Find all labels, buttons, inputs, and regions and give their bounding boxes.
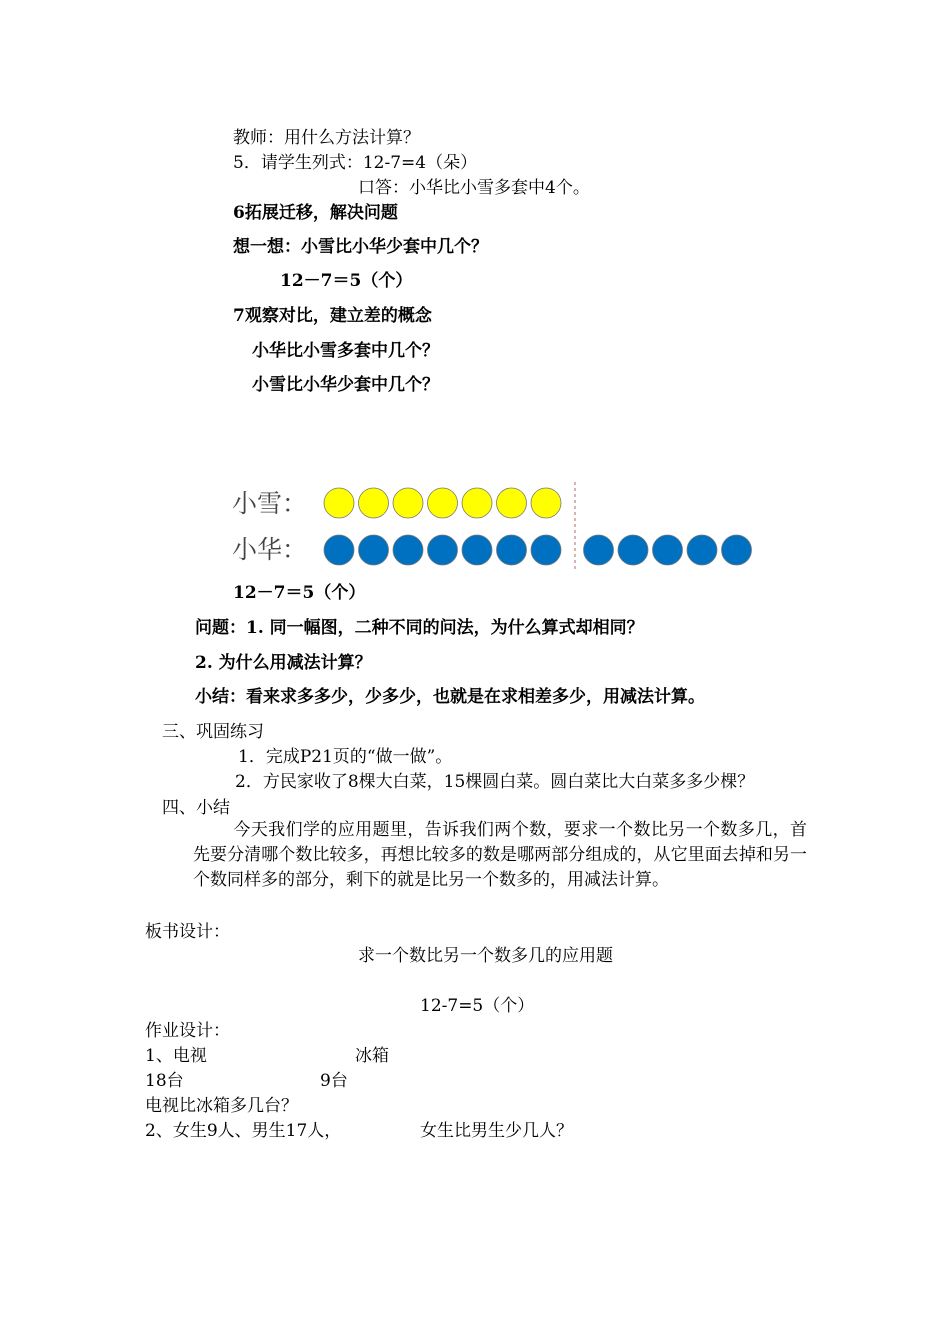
xiaohua-circle (359, 535, 389, 565)
xiaohua-circle (653, 535, 683, 565)
xiaohua-circles (324, 535, 752, 565)
xiaoxue-circle (393, 488, 423, 518)
think-question: 想一想：小雪比小华少套中几个？ (233, 237, 488, 257)
step-7-heading: 7观察对比，建立差的概念 (233, 306, 432, 326)
teacher-question: 教师：用什么方法计算？ (233, 128, 420, 148)
step-6-heading: 6拓展迁移，解决问题 (233, 203, 398, 223)
summary-bold: 小结：看来求多多少，少多少，也就是在求相差多少，用减法计算。 (195, 687, 705, 707)
section-4-heading: 四、小结 (162, 798, 230, 818)
xiaohua-circle (531, 535, 561, 565)
xiaoxue-circles (324, 488, 561, 518)
equation-1: 12－7＝5（个） (280, 271, 413, 291)
question-less: 小雪比小华少套中几个？ (252, 375, 439, 395)
xiaohua-circle (584, 535, 614, 565)
question-more: 小华比小雪多套中几个？ (252, 341, 439, 361)
equation-2: 12－7＝5（个） (233, 583, 366, 603)
comparison-diagram (220, 478, 780, 578)
problem-1: 问题：1. 同一幅图，二种不同的问法，为什么算式却相同？ (195, 618, 644, 638)
xiaoxue-circle (462, 488, 492, 518)
homework-1-tv-count: 18台 (145, 1071, 184, 1091)
label-xiaoxue: 小雪： (232, 489, 308, 518)
xiaohua-circle (618, 535, 648, 565)
label-xiaohua: 小华： (232, 535, 308, 564)
section-3-heading: 三、巩固练习 (162, 722, 264, 742)
xiaohua-circle (497, 535, 527, 565)
xiaohua-circle (687, 535, 717, 565)
homework-2-info: 2、女生9人、男生17人， (145, 1121, 342, 1141)
step-5: 5．请学生列式：12-7=4（朵） (233, 153, 478, 173)
answer-line: 口答：小华比小雪多套中4个。 (358, 178, 590, 198)
xiaohua-circle (462, 535, 492, 565)
problem-2: 2. 为什么用减法计算？ (195, 653, 372, 673)
xiaohua-circle (722, 535, 752, 565)
exercise-1: 1．完成P21页的“做一做”。 (238, 747, 453, 767)
xiaohua-circle (324, 535, 354, 565)
homework-label: 作业设计： (145, 1021, 230, 1041)
homework-1-question: 电视比冰箱多几台？ (145, 1096, 298, 1116)
homework-1-fridge: 冰箱 (355, 1046, 389, 1066)
xiaoxue-circle (428, 488, 458, 518)
homework-1-fridge-count: 9台 (320, 1071, 348, 1091)
xiaoxue-circle (359, 488, 389, 518)
board-design-label: 板书设计： (145, 922, 230, 942)
homework-2-question: 女生比男生少几人？ (420, 1121, 573, 1141)
xiaoxue-circle (497, 488, 527, 518)
board-equation: 12-7=5（个） (420, 996, 535, 1016)
xiaohua-circle (393, 535, 423, 565)
xiaoxue-circle (531, 488, 561, 518)
homework-1-tv: 1、电视 (145, 1046, 207, 1066)
board-title: 求一个数比另一个数多几的应用题 (358, 946, 613, 966)
xiaoxue-circle (324, 488, 354, 518)
exercise-2: 2．方民家收了8棵大白菜，15棵圆白菜。圆白菜比大白菜多多少棵？ (235, 772, 755, 792)
summary-paragraph: 今天我们学的应用题里，告诉我们两个数，要求一个数比另一个数多几，首先要分清哪个数比较多，再想比较多的数是哪两部分组成的，从它里面去掉和另一个数同样多的部分，剩下的就是比另一个数多的，用减法计算。 (193, 820, 807, 890)
xiaohua-circle (428, 535, 458, 565)
